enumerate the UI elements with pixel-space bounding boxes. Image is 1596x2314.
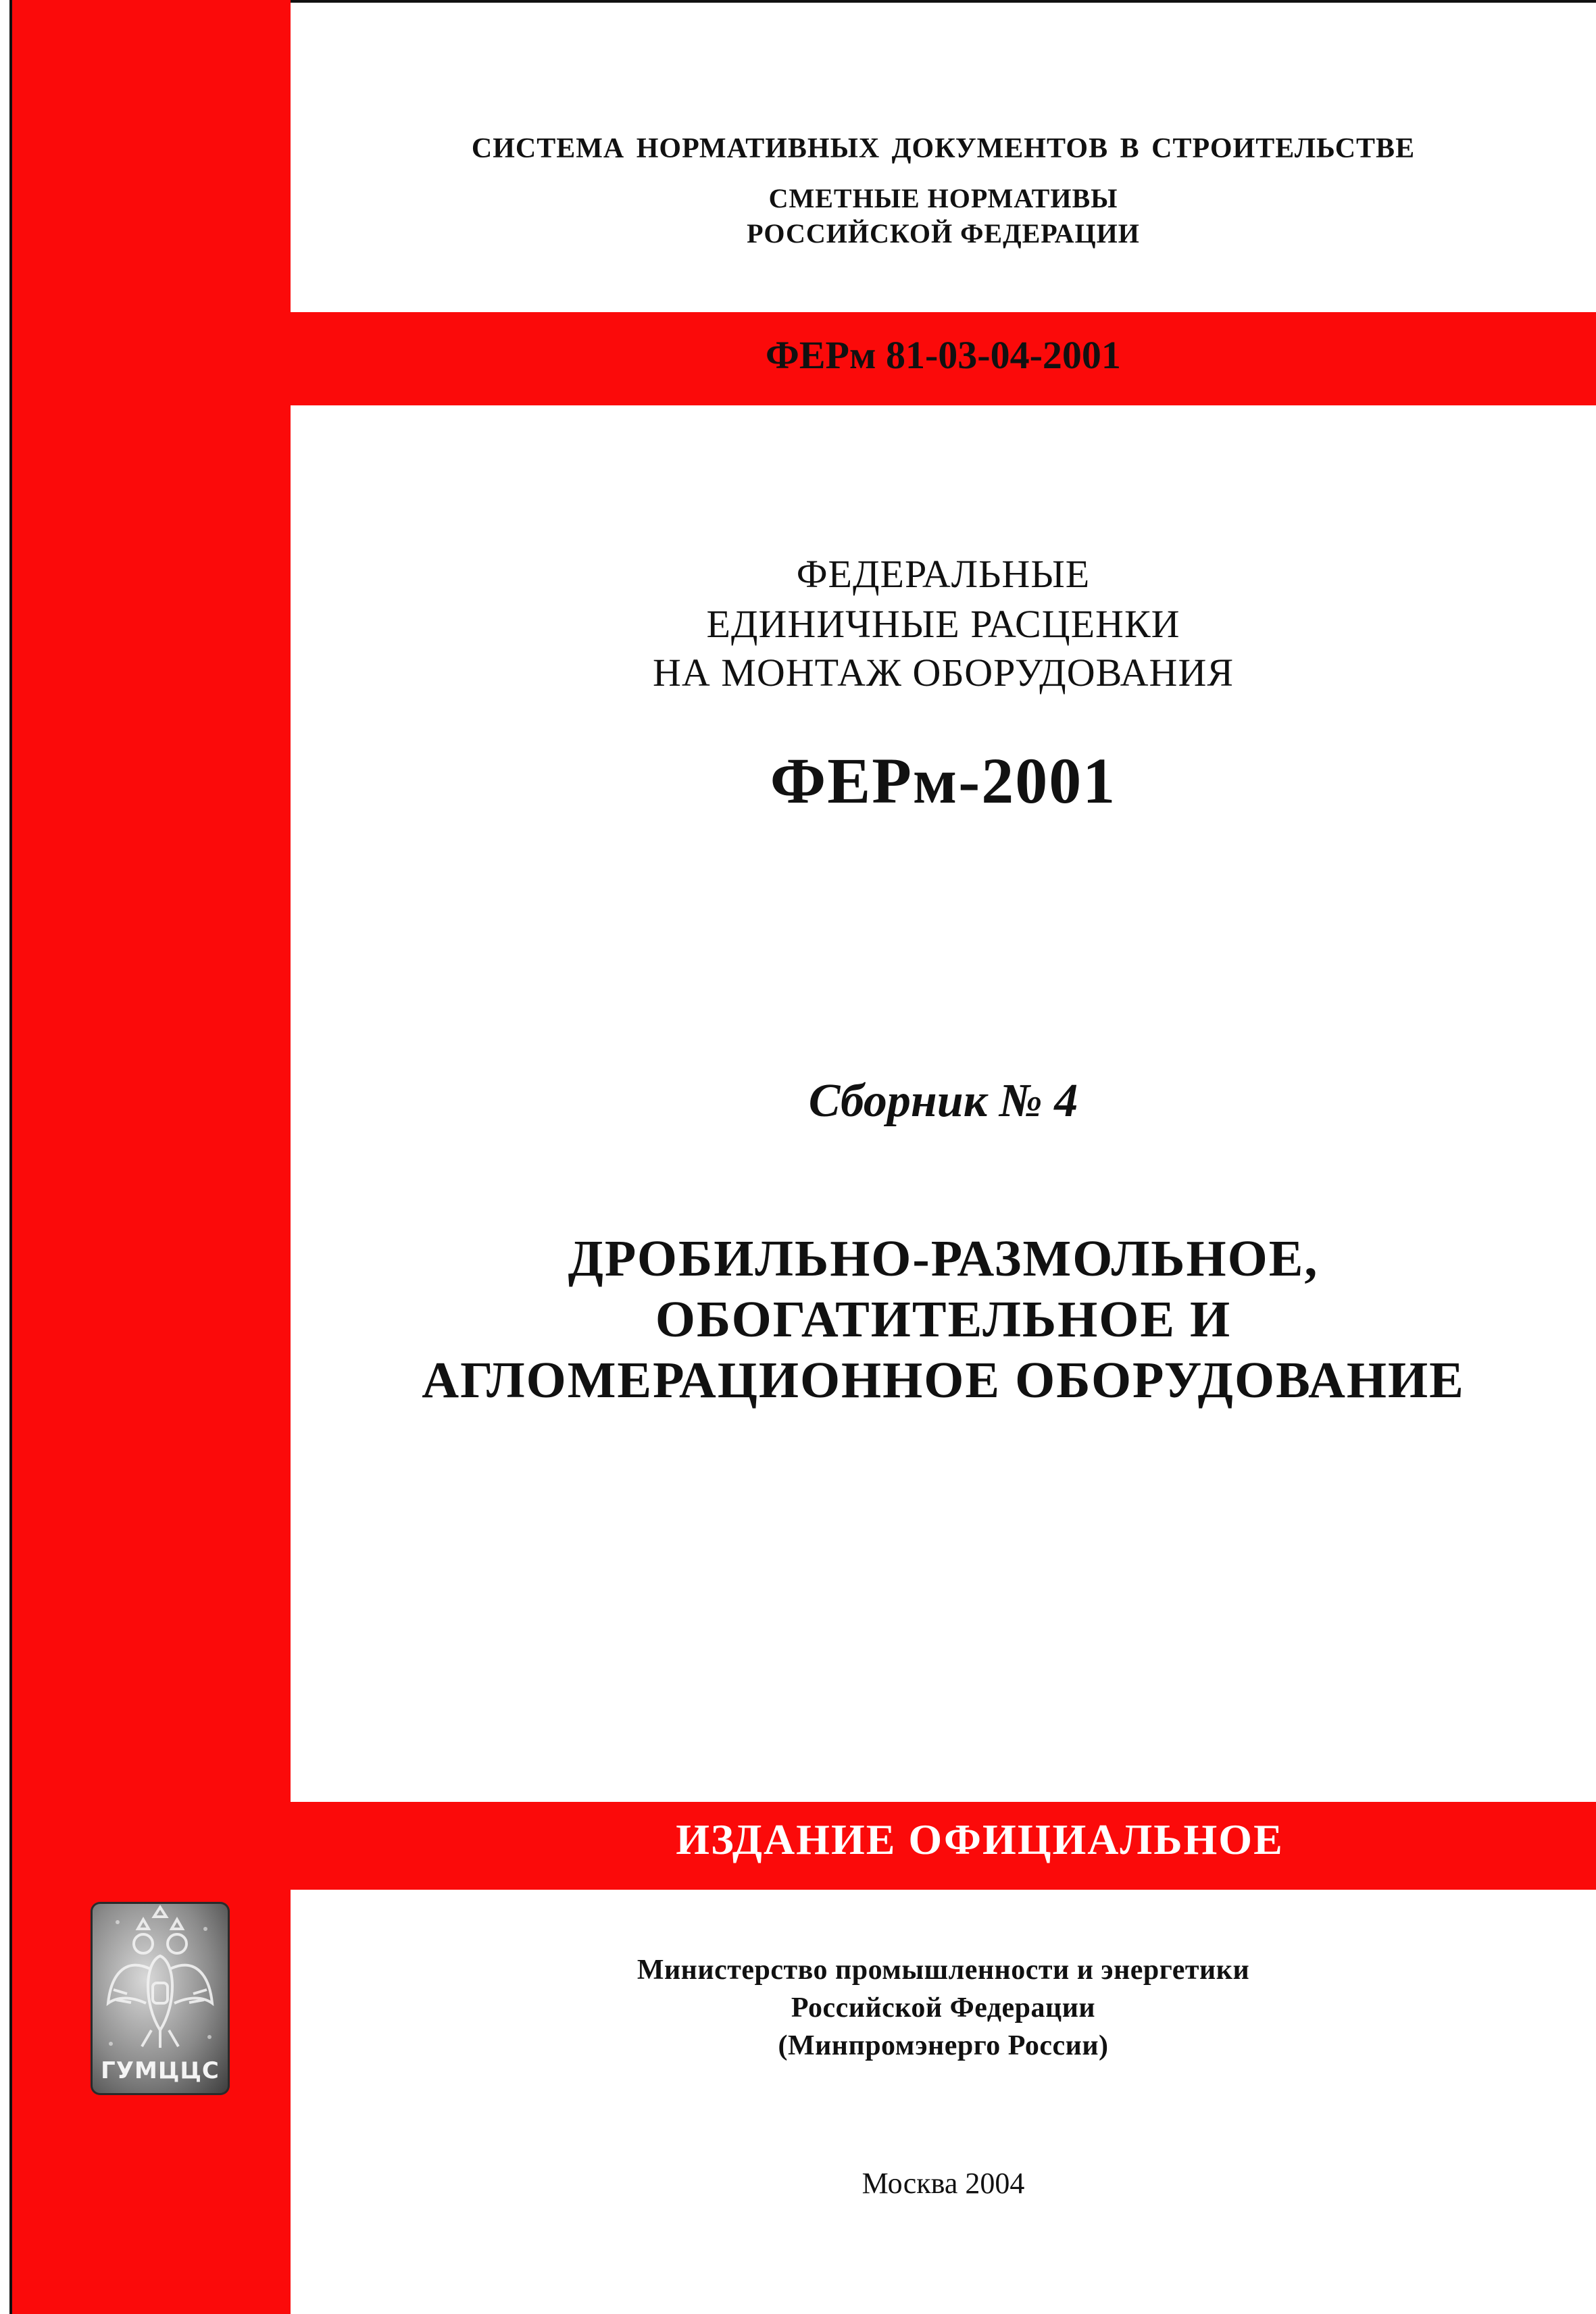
title-line-2: ОБОГАТИТЕЛЬНОЕ И [655, 1291, 1232, 1348]
ministry-line-1: Министерство промышленности и энергетики [637, 1955, 1250, 1986]
header-russian-federation: РОССИЙСКОЙ ФЕДЕРАЦИИ [747, 218, 1140, 249]
city-year: Москва 2004 [862, 2167, 1025, 2200]
hologram-seal [91, 1902, 230, 2095]
main-standard-code: ФЕРм-2001 [770, 745, 1117, 817]
title-line-3: АГЛОМЕРАЦИОННОЕ ОБОРУДОВАНИЕ [422, 1352, 1465, 1409]
header-system-title: СИСТЕМА НОРМАТИВНЫХ ДОКУМЕНТОВ В СТРОИТЕЛЬСТВЕ [471, 133, 1416, 164]
ministry-line-2: Российской Федерации [791, 1992, 1096, 2023]
official-edition-label: ИЗДАНИЕ ОФИЦИАЛЬНОЕ [676, 1815, 1284, 1863]
seal-text: ГУМЦЦС [101, 2057, 220, 2084]
subtitle-line-2: ЕДИНИЧНЫЕ РАСЦЕНКИ [706, 602, 1180, 646]
header-estimate-norms: СМЕТНЫЕ НОРМАТИВЫ [768, 183, 1118, 213]
collection-number: Сборник № 4 [808, 1075, 1078, 1127]
title-line-1: ДРОБИЛЬНО-РАЗМОЛЬНОЕ, [568, 1230, 1319, 1287]
document-code: ФЕРм 81-03-04-2001 [766, 333, 1121, 377]
subtitle-line-3: НА МОНТАЖ ОБОРУДОВАНИЯ [652, 651, 1235, 695]
subtitle-line-1: ФЕДЕРАЛЬНЫЕ [796, 552, 1091, 596]
ministry-line-3: (Минпромэнерго России) [778, 2030, 1109, 2061]
